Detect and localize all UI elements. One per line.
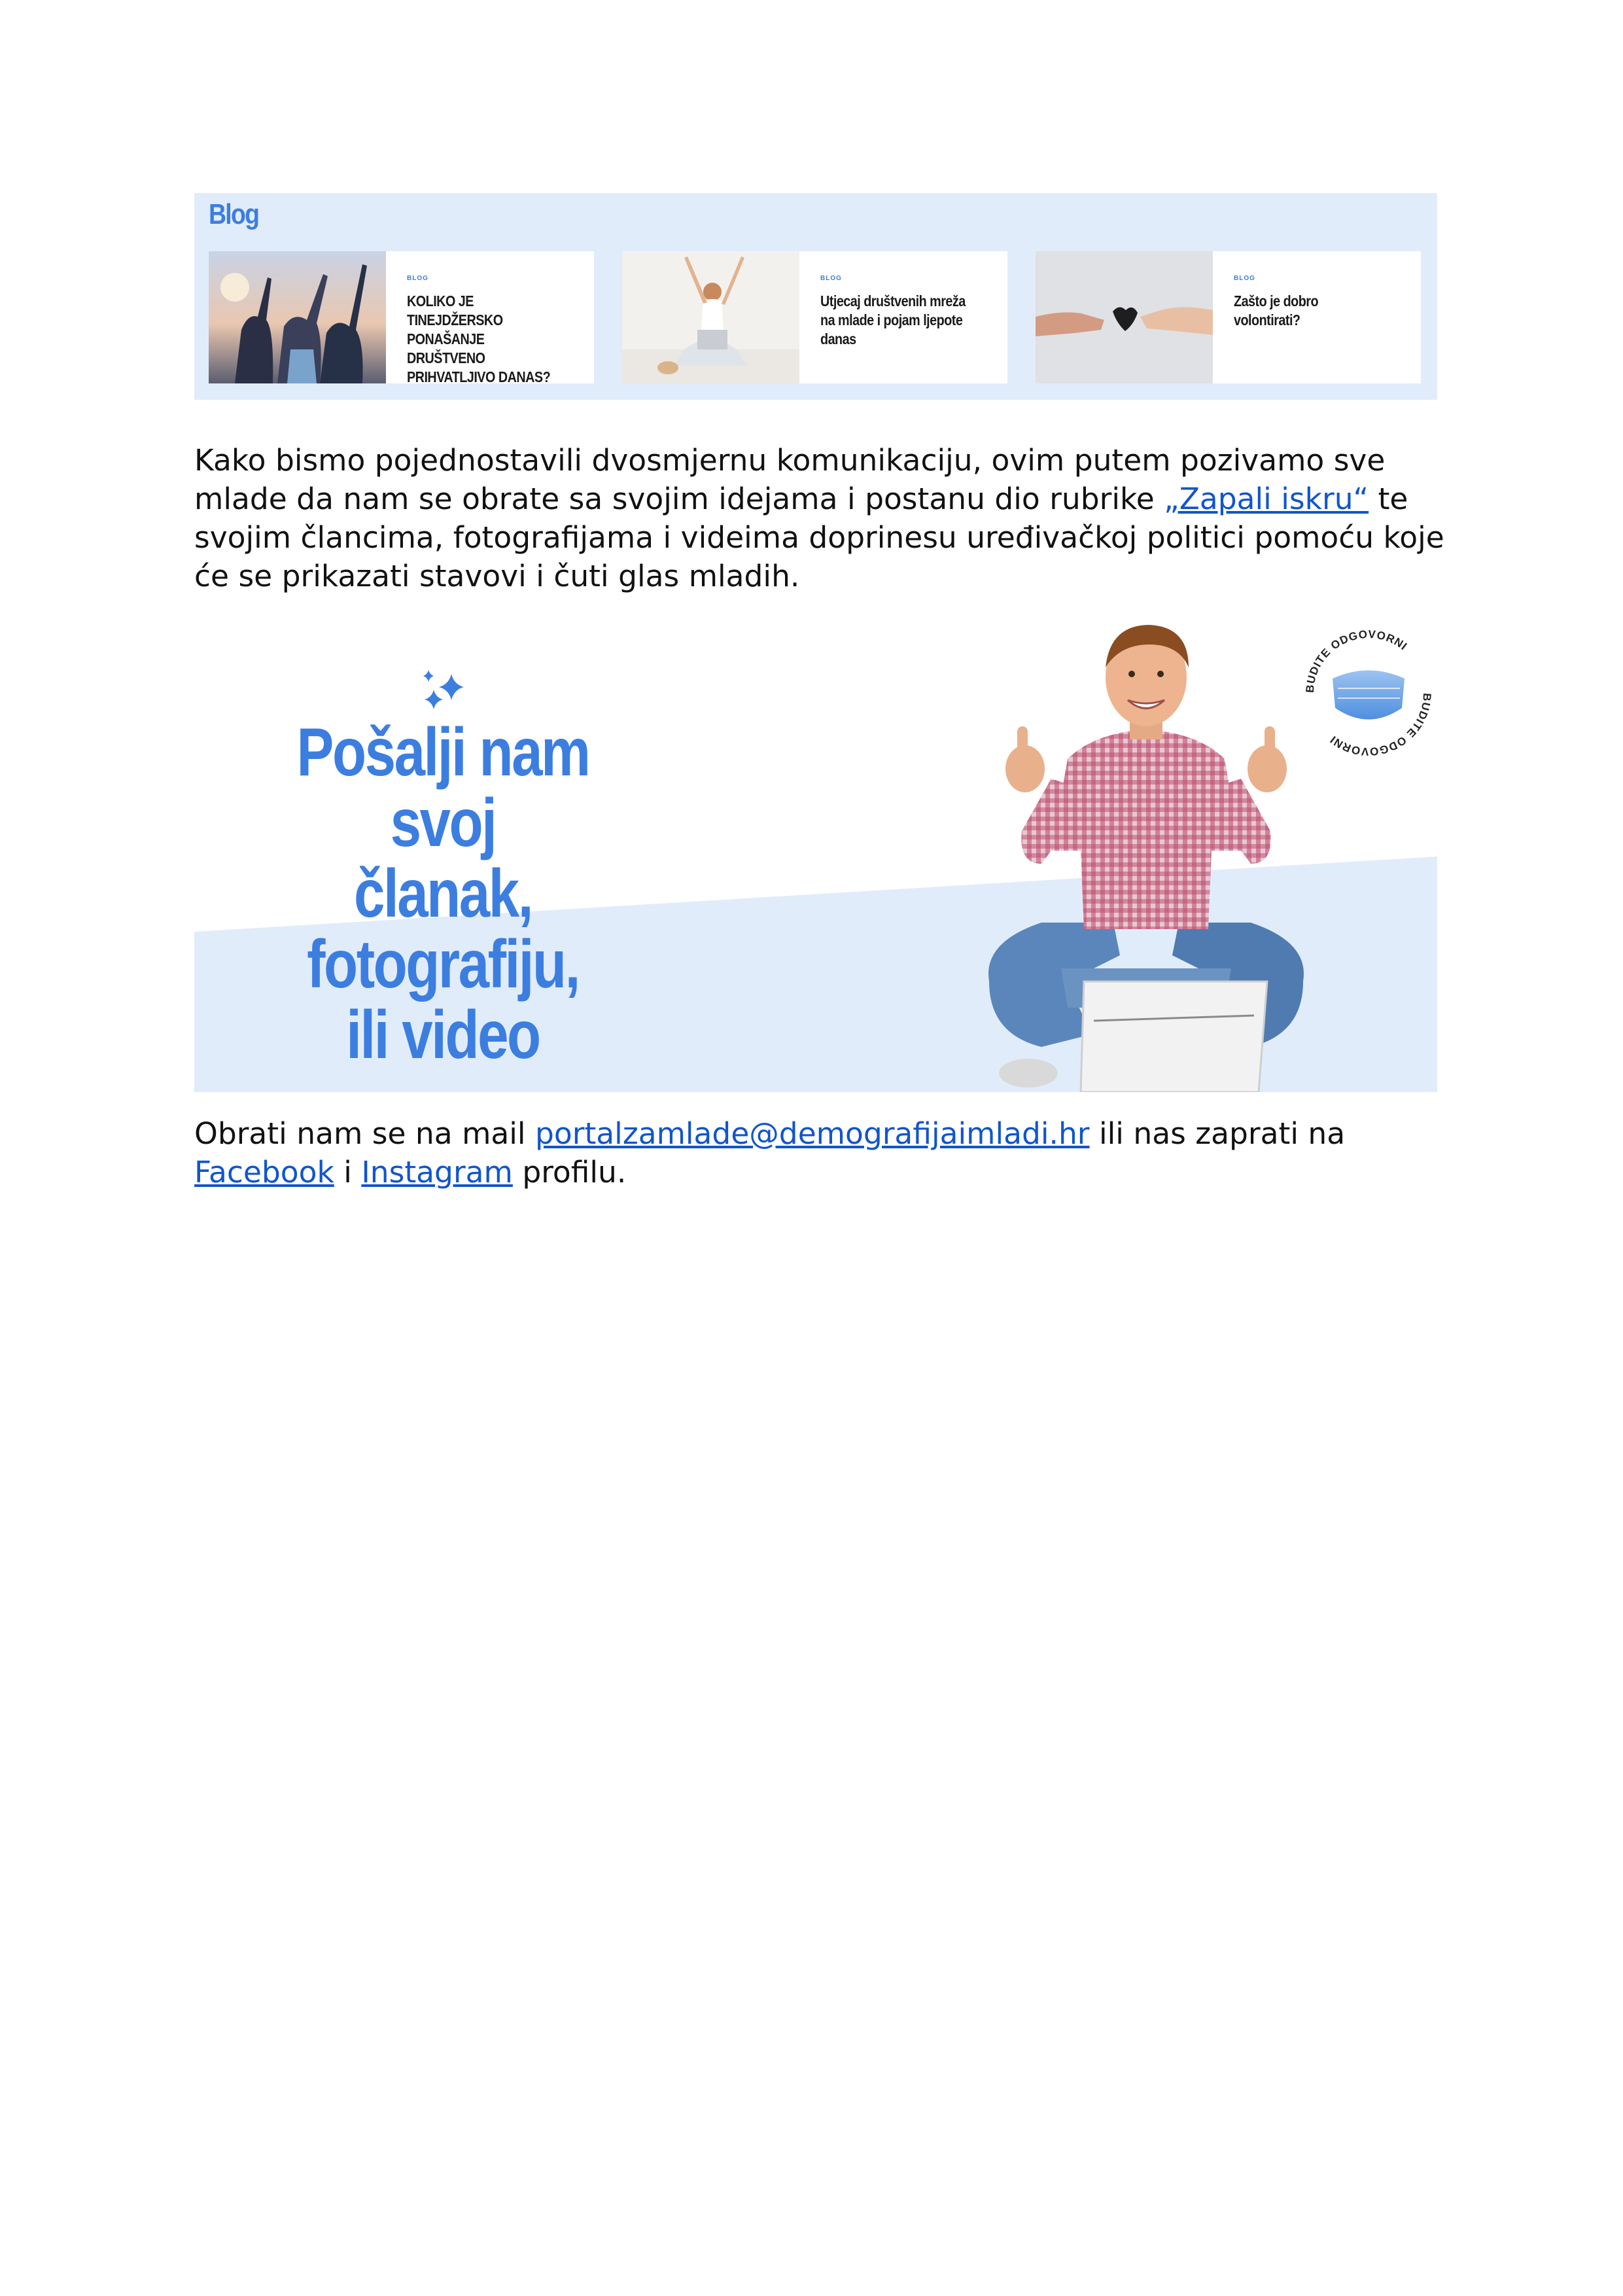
- blog-card[interactable]: [622, 251, 1007, 383]
- blog-card-image: [1036, 251, 1213, 383]
- promo-headline-line: Pošalji nam svoj: [296, 715, 589, 861]
- promo-headline-line: članak, fotografiju,: [307, 856, 579, 1002]
- promo-banner: [194, 618, 1437, 1092]
- blog-card-tag: BLOG: [820, 275, 842, 282]
- badge-text: BUDITE ODGOVORNI: [1327, 692, 1434, 758]
- sparkle-icon: [415, 663, 474, 722]
- blog-card-title[interactable]: Utjecaj društvenih mreža na mlade i pojam ljepote danas: [820, 292, 966, 347]
- intro-text-continued: te svojim člancima, fotografijama i videima doprinesu uređivačkoj politici pomoću koje će se prikazati stavovi i čuti glas mladih.: [194, 482, 1444, 593]
- smiling-student-image: [963, 618, 1329, 1092]
- contact-text: ili nas zaprati na: [1089, 1116, 1346, 1151]
- blog-banner: [194, 193, 1437, 400]
- blog-card-image: [209, 251, 386, 383]
- contact-text: profilu.: [512, 1155, 627, 1190]
- email-link[interactable]: portalzamlade@demografijaimladi.hr: [535, 1116, 1090, 1151]
- instagram-link[interactable]: Instagram: [361, 1155, 513, 1190]
- blog-card-tag: BLOG: [1234, 275, 1255, 282]
- contact-text: Obrati nam se na mail: [194, 1116, 536, 1151]
- contact-text: i: [334, 1155, 362, 1190]
- blog-card-title[interactable]: KOLIKO JE TINEJDŽERSKO PONAŠANJE DRUŠTVENO PRIHVATLJIVO DANAS?: [407, 292, 551, 383]
- blog-card[interactable]: [1036, 251, 1421, 383]
- blog-card[interactable]: [209, 251, 594, 383]
- zapali-iskru-link[interactable]: „Zapali iskru“: [1164, 482, 1369, 516]
- facebook-link[interactable]: Facebook: [194, 1155, 334, 1190]
- blog-banner-title: Blog: [209, 198, 259, 230]
- intro-text: Kako bismo pojednostavili dvosmjernu komunikaciju, ovim putem pozivamo sve mlade da nam se obrate sa svojim idejama i postanu dio rubrike: [194, 443, 1386, 516]
- promo-headline-line: ili video: [346, 997, 540, 1073]
- blog-card-title[interactable]: Zašto je dobro volontirati?: [1234, 292, 1319, 328]
- badge-text: BUDITE ODGOVORNI: [1303, 627, 1410, 694]
- intro-paragraph: [194, 441, 1450, 595]
- budite-odgovorni-badge: [1299, 623, 1437, 763]
- blog-card-image: [622, 251, 799, 383]
- contact-paragraph: [194, 1114, 1450, 1192]
- blog-card-tag: BLOG: [407, 275, 428, 282]
- promo-headline: [239, 715, 646, 1073]
